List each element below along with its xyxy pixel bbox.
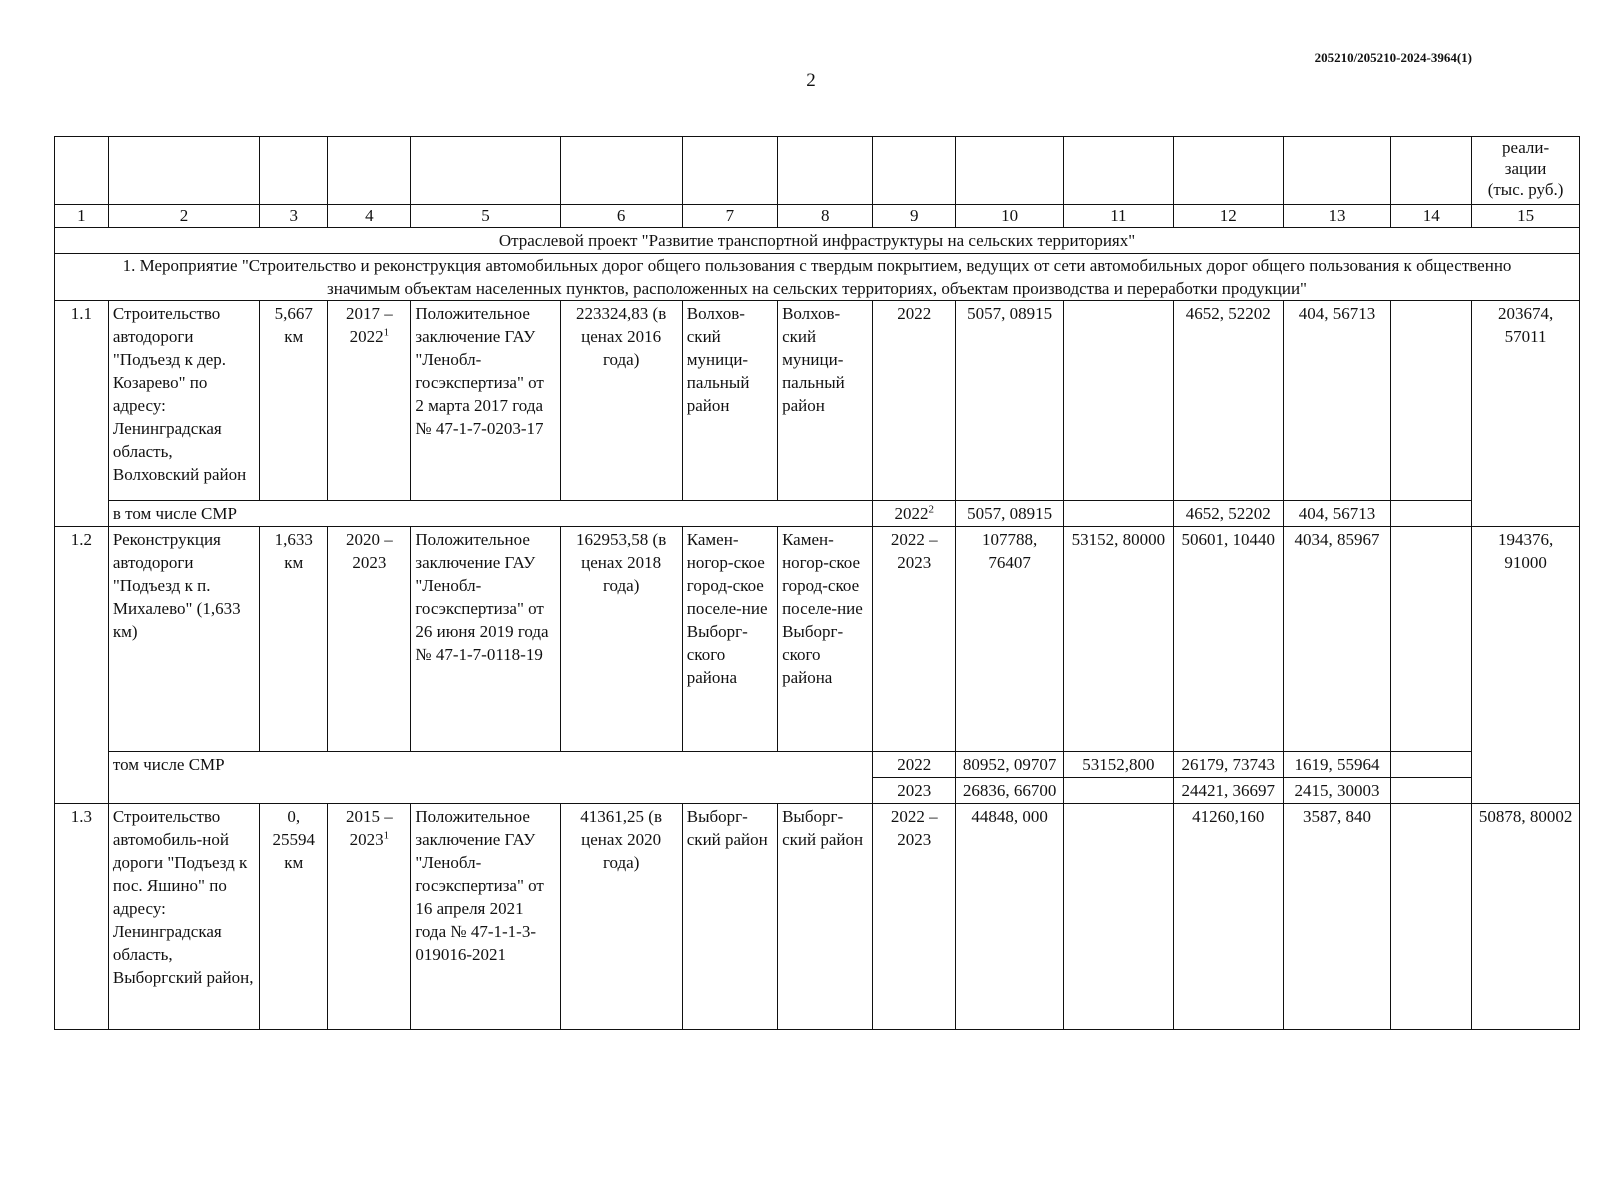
total-amount: 44848, 000 bbox=[956, 804, 1064, 1030]
smr-local: 2415, 30003 bbox=[1283, 778, 1391, 804]
smr-other bbox=[1391, 752, 1472, 778]
project-title: Отраслевой проект "Развитие транспортной инфраструктуры на сельских территориях" bbox=[55, 228, 1580, 254]
row-number: 1.1 bbox=[55, 301, 109, 527]
smr-year: 2022$^2$ bbox=[873, 501, 956, 527]
col-number: 15 bbox=[1472, 205, 1580, 228]
col-number: 3 bbox=[260, 205, 328, 228]
object-name: Строительство автодороги "Подъезд к дер. Козарево" по адресу: Ленинградская область, Волховский район bbox=[108, 301, 259, 501]
program-table bbox=[54, 136, 1580, 1030]
column-number-row bbox=[55, 205, 1580, 228]
col-number: 13 bbox=[1283, 205, 1391, 228]
smr-label: том числе СМР bbox=[108, 752, 873, 804]
col-number: 6 bbox=[560, 205, 682, 228]
table-row bbox=[55, 527, 1580, 752]
owner: Камен-ногор-ское город-ское поселе-ние Выборг-ского района bbox=[778, 527, 873, 752]
remaining-cost: 50878, 80002 bbox=[1472, 804, 1580, 1030]
estimated-cost: 223324,83 (в ценах 2016 года) bbox=[560, 301, 682, 501]
col-number: 8 bbox=[778, 205, 873, 228]
estimated-cost: 41361,25 (в ценах 2020 года) bbox=[560, 804, 682, 1030]
col-number: 5 bbox=[411, 205, 560, 228]
smr-year: 2023 bbox=[873, 778, 956, 804]
page-number: 2 bbox=[806, 70, 816, 91]
document-id: 205210/205210-2024-3964(1) bbox=[1314, 50, 1472, 65]
smr-federal bbox=[1063, 778, 1173, 804]
owner: Выборг-ский район bbox=[778, 804, 873, 1030]
object-name: Строительство автомобиль-ной дороги "Подъезд к пос. Яшино" по адресу: Ленинградская область, Выборгский район, bbox=[108, 804, 259, 1030]
federal-amount bbox=[1063, 804, 1173, 1030]
col-number: 14 bbox=[1391, 205, 1472, 228]
row-number: 1.3 bbox=[55, 804, 109, 1030]
project-title-row bbox=[55, 228, 1580, 254]
financing-years: 2022 – 2023 bbox=[873, 804, 956, 1030]
expert-conclusion: Положительное заключение ГАУ "Ленобл-госэкспертиза" от 16 апреля 2021 года № 47-1-1-3-019016-2021 bbox=[411, 804, 560, 1030]
construction-period: 2017 – 2022$^1$ bbox=[328, 301, 411, 501]
smr-federal: 53152,800 bbox=[1063, 752, 1173, 778]
expert-conclusion: Положительное заключение ГАУ "Ленобл-госэкспертиза" от 2 марта 2017 года № 47-1-7-0203-17 bbox=[411, 301, 560, 501]
estimated-cost: 162953,58 (в ценах 2018 года) bbox=[560, 527, 682, 752]
smr-year: 2022 bbox=[873, 752, 956, 778]
smr-total: 26836, 66700 bbox=[956, 778, 1064, 804]
customer: Камен-ногор-ское город-ское поселе-ние Выборг-ского района bbox=[682, 527, 777, 752]
customer: Волхов-ский муници-пальный район bbox=[682, 301, 777, 501]
smr-label: в том числе СМР bbox=[108, 501, 873, 527]
regional-amount: 50601, 10440 bbox=[1173, 527, 1283, 752]
regional-amount: 41260,160 bbox=[1173, 804, 1283, 1030]
col-number: 11 bbox=[1063, 205, 1173, 228]
measure-title-row bbox=[55, 254, 1580, 301]
smr-total: 5057, 08915 bbox=[956, 501, 1064, 527]
construction-period: 2015 – 2023$^1$ bbox=[328, 804, 411, 1030]
col-number: 9 bbox=[873, 205, 956, 228]
capacity: 0, 25594 км bbox=[260, 804, 328, 1030]
smr-other bbox=[1391, 501, 1472, 527]
smr-regional: 26179, 73743 bbox=[1173, 752, 1283, 778]
header-cell-realization: реали- зации (тыс. руб.) bbox=[1472, 137, 1580, 205]
object-name: Реконструкция автодороги "Подъезд к п. Михалево" (1,633 км) bbox=[108, 527, 259, 752]
smr-regional: 24421, 36697 bbox=[1173, 778, 1283, 804]
owner: Волхов-ский муници-пальный район bbox=[778, 301, 873, 501]
federal-amount: 53152, 80000 bbox=[1063, 527, 1173, 752]
smr-local: 1619, 55964 bbox=[1283, 752, 1391, 778]
smr-other bbox=[1391, 778, 1472, 804]
col-number: 10 bbox=[956, 205, 1064, 228]
capacity: 1,633 км bbox=[260, 527, 328, 752]
other-amount bbox=[1391, 527, 1472, 752]
table-row bbox=[55, 804, 1580, 1030]
total-amount: 107788, 76407 bbox=[956, 527, 1064, 752]
smr-regional: 4652, 52202 bbox=[1173, 501, 1283, 527]
local-amount: 404, 56713 bbox=[1283, 301, 1391, 501]
col-number: 2 bbox=[108, 205, 259, 228]
capacity: 5,667 км bbox=[260, 301, 328, 501]
other-amount bbox=[1391, 301, 1472, 501]
financing-years: 2022 – 2023 bbox=[873, 527, 956, 752]
financing-years: 2022 bbox=[873, 301, 956, 501]
header-continuation-row bbox=[55, 137, 1580, 205]
other-amount bbox=[1391, 804, 1472, 1030]
col-number: 7 bbox=[682, 205, 777, 228]
smr-local: 404, 56713 bbox=[1283, 501, 1391, 527]
col-number: 12 bbox=[1173, 205, 1283, 228]
expert-conclusion: Положительное заключение ГАУ "Ленобл-госэкспертиза" от 26 июня 2019 года № 47-1-7-0118-19 bbox=[411, 527, 560, 752]
remaining-cost: 203674, 57011 bbox=[1472, 301, 1580, 527]
local-amount: 3587, 840 bbox=[1283, 804, 1391, 1030]
regional-amount: 4652, 52202 bbox=[1173, 301, 1283, 501]
table-row bbox=[55, 301, 1580, 501]
smr-total: 80952, 09707 bbox=[956, 752, 1064, 778]
smr-row bbox=[55, 752, 1580, 778]
remaining-cost: 194376, 91000 bbox=[1472, 527, 1580, 804]
smr-row bbox=[55, 501, 1580, 527]
construction-period: 2020 – 2023 bbox=[328, 527, 411, 752]
local-amount: 4034, 85967 bbox=[1283, 527, 1391, 752]
col-number: 4 bbox=[328, 205, 411, 228]
measure-title: 1. Мероприятие "Строительство и реконструкция автомобильных дорог общего пользования с твердым покрытием, ведущих от сети автомобильных дорог общего пользования к общественно значимым объектам населенных пунктов, расположенных на сельских территориях, объектам производства и переработки продукции" bbox=[55, 254, 1580, 301]
row-number: 1.2 bbox=[55, 527, 109, 804]
smr-federal bbox=[1063, 501, 1173, 527]
federal-amount bbox=[1063, 301, 1173, 501]
total-amount: 5057, 08915 bbox=[956, 301, 1064, 501]
col-number: 1 bbox=[55, 205, 109, 228]
customer: Выборг-ский район bbox=[682, 804, 777, 1030]
